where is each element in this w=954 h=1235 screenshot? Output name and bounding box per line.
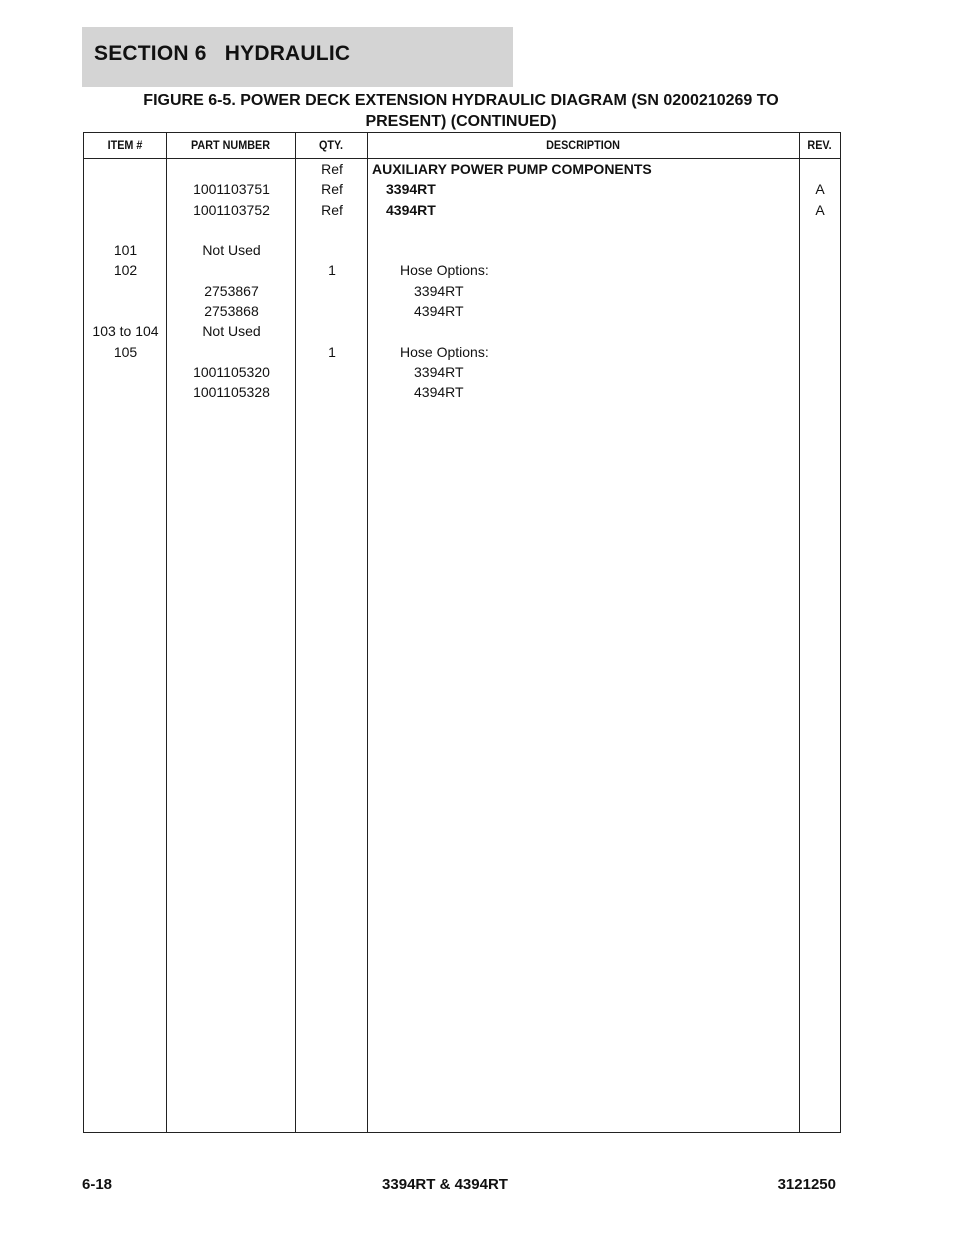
part-number-cell: Not Used xyxy=(202,323,261,340)
parts-table xyxy=(83,132,841,1133)
header-part-number: PART NUMBER xyxy=(190,138,271,152)
item-cell: 105 xyxy=(113,343,138,360)
description-cell: 3394RT xyxy=(386,181,436,198)
table-row xyxy=(84,321,840,341)
qty-cell: 1 xyxy=(328,343,336,360)
description-cell: Hose Options: xyxy=(400,262,489,279)
table-row xyxy=(84,220,840,240)
header-item: ITEM # xyxy=(107,138,143,152)
header-qty: QTY. xyxy=(318,138,343,152)
item-cell: 103 to 104 xyxy=(92,323,159,340)
table-row xyxy=(84,382,840,402)
table-row xyxy=(84,362,840,382)
qty-cell: Ref xyxy=(321,181,343,198)
part-number-cell: 1001105320 xyxy=(193,363,270,380)
description-cell: 4394RT xyxy=(414,303,464,320)
page-number: 6-18 xyxy=(82,1176,113,1193)
figure-title-line-1: FIGURE 6-5. POWER DECK EXTENSION HYDRAULIC DIAGRAM (SN 0200210269 TO xyxy=(143,92,779,109)
figure-title-line-2: PRESENT) (CONTINUED) xyxy=(365,113,557,130)
rev-cell: A xyxy=(815,181,825,198)
table-body xyxy=(84,159,840,403)
table-header-row xyxy=(84,133,840,159)
qty-cell: Ref xyxy=(321,201,343,218)
table-row xyxy=(84,200,840,220)
table-row xyxy=(84,159,840,179)
table-row xyxy=(84,342,840,362)
section-title: SECTION 6 HYDRAULIC xyxy=(94,42,351,65)
part-number-cell: Not Used xyxy=(202,242,261,259)
part-number-cell: 1001105328 xyxy=(193,384,270,401)
figure-title xyxy=(82,90,840,132)
qty-cell: Ref xyxy=(321,161,343,177)
description-cell: Hose Options: xyxy=(400,343,489,360)
description-cell: AUXILIARY POWER PUMP COMPONENTS xyxy=(372,161,652,177)
part-number-cell: 2753867 xyxy=(204,282,259,299)
qty-cell: 1 xyxy=(328,262,336,279)
header-rev: REV. xyxy=(807,138,832,152)
description-cell: 3394RT xyxy=(414,363,464,380)
part-number-cell: 1001103752 xyxy=(193,201,270,218)
description-cell: 4394RT xyxy=(414,384,464,401)
item-cell: 102 xyxy=(113,262,138,279)
header-description: DESCRIPTION xyxy=(546,138,620,152)
section-banner xyxy=(82,27,513,87)
table-row xyxy=(84,240,840,260)
table-row xyxy=(84,301,840,321)
part-number-cell: 2753868 xyxy=(204,303,259,320)
model-name: 3394RT & 4394RT xyxy=(382,1176,508,1193)
part-number-cell: 1001103751 xyxy=(193,181,270,198)
table-row xyxy=(84,179,840,199)
table-row xyxy=(84,281,840,301)
document-number: 3121250 xyxy=(777,1176,836,1193)
item-cell: 101 xyxy=(113,242,138,259)
description-cell: 3394RT xyxy=(414,282,464,299)
description-cell: 4394RT xyxy=(386,201,436,218)
rev-cell: A xyxy=(815,201,825,218)
table-row xyxy=(84,260,840,280)
